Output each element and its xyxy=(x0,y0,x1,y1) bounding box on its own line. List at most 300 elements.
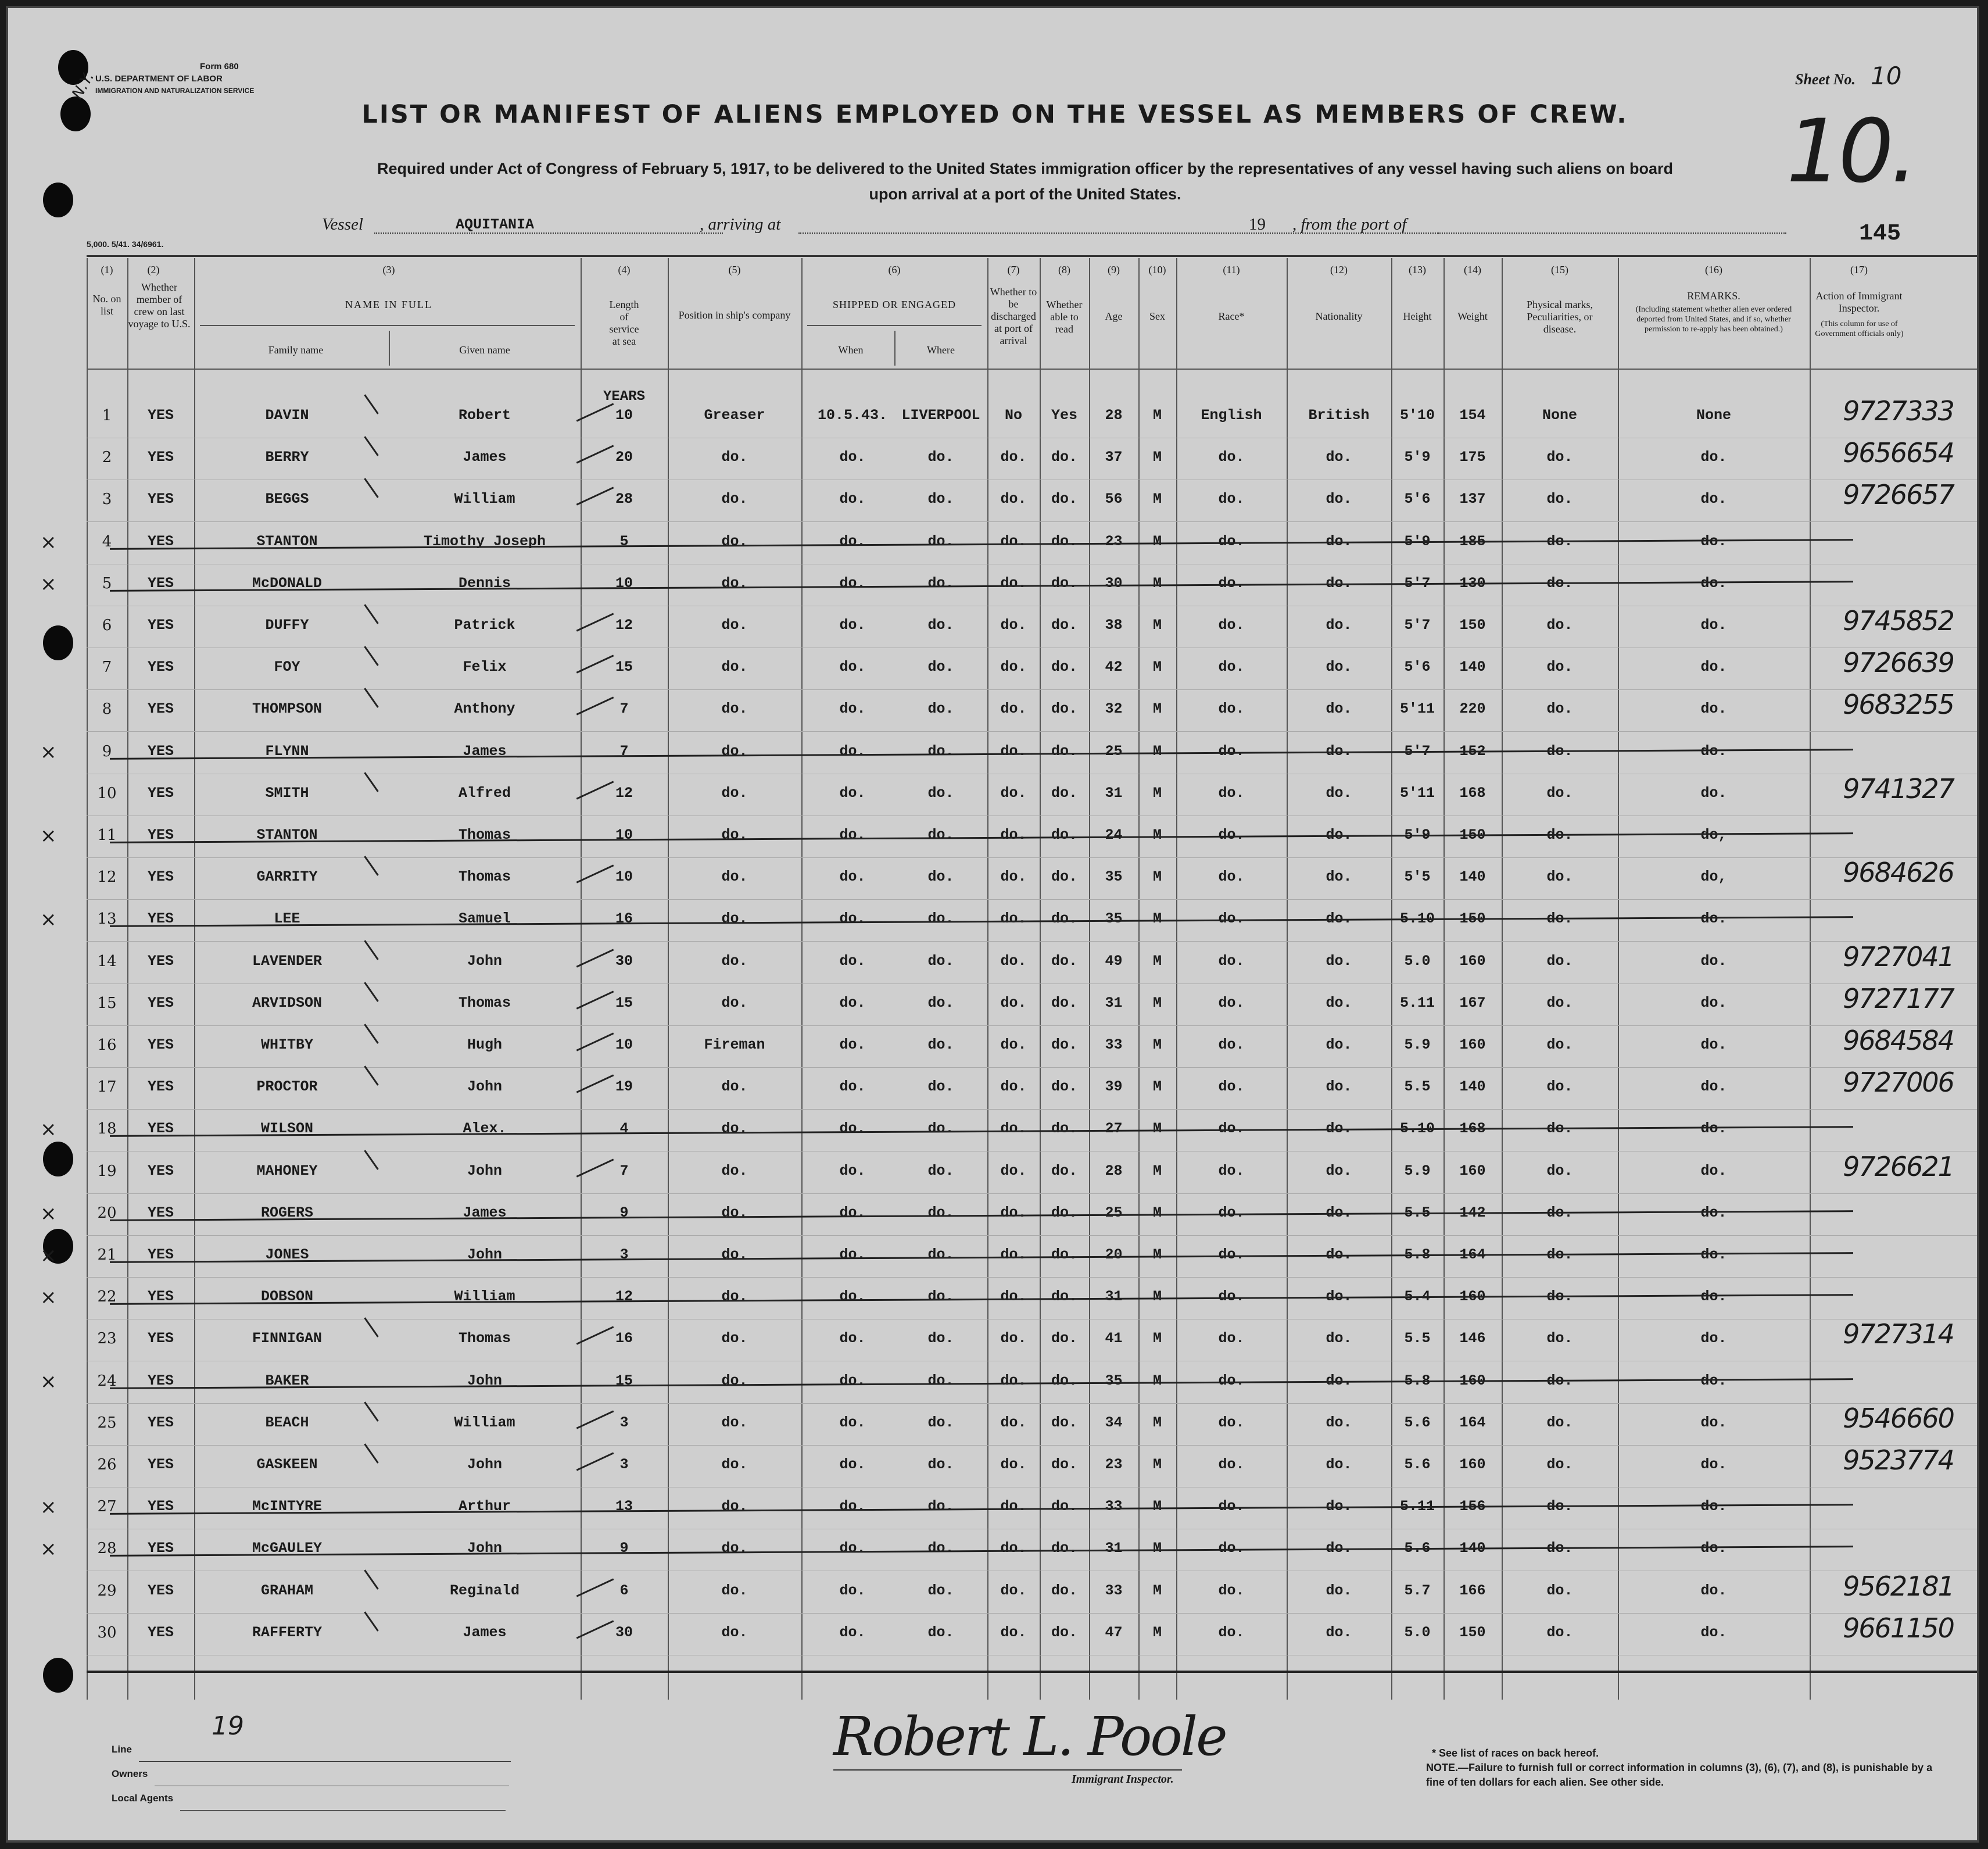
cell-race: do. xyxy=(1218,1288,1245,1306)
cell-inspector: 9683255 xyxy=(1843,689,1954,721)
header-col-12-num: (12) xyxy=(1330,264,1348,276)
cell-service: 9 xyxy=(619,1540,629,1557)
cell-read: do. xyxy=(1051,617,1077,634)
cell-when: do. xyxy=(839,868,866,886)
cell-discharged: do. xyxy=(1000,1498,1027,1515)
cell-read: do. xyxy=(1051,491,1077,508)
cell-nationality: British xyxy=(1308,407,1370,424)
cell-nationality: do. xyxy=(1326,491,1352,508)
cell-weight: 140 xyxy=(1459,659,1486,676)
table-row xyxy=(87,859,1979,900)
cell-inspector: 9684584 xyxy=(1843,1025,1954,1056)
cell-weight: 150 xyxy=(1459,1623,1486,1641)
cell-service: 7 xyxy=(619,742,629,760)
cell-weight: 142 xyxy=(1459,1204,1486,1221)
cell-where: do. xyxy=(927,1120,954,1138)
cell-crew: YES xyxy=(147,1204,174,1221)
cell-inspector: 9741327 xyxy=(1843,772,1954,804)
cell-race: do. xyxy=(1218,1582,1245,1599)
cell-discharged: do. xyxy=(1000,1540,1027,1557)
local-agents-label: Local Agents xyxy=(112,1793,174,1804)
cell-race: English xyxy=(1201,407,1262,424)
cell-family: GRAHAM xyxy=(260,1582,313,1599)
cell-position: do. xyxy=(721,1498,748,1515)
cell-weight: 137 xyxy=(1459,491,1486,508)
cell-service: 9 xyxy=(619,1204,629,1221)
cell-crew: YES xyxy=(147,407,174,424)
cell-remarks: do, xyxy=(1700,868,1727,886)
cell-position: do. xyxy=(721,1078,748,1096)
cell-no: 2 xyxy=(102,449,112,467)
cell-position: do. xyxy=(721,449,748,466)
cell-height: 5.6 xyxy=(1404,1414,1431,1431)
cell-nationality: do. xyxy=(1326,1582,1352,1599)
cell-service: 7 xyxy=(619,1162,629,1179)
cell-discharged: do. xyxy=(1000,1204,1027,1221)
cell-sex: M xyxy=(1152,1036,1162,1053)
header-col-12: Nationality xyxy=(1315,310,1363,322)
cell-position: do. xyxy=(721,700,748,718)
cell-service: 10 xyxy=(615,868,633,886)
cell-no: 28 xyxy=(97,1540,117,1558)
footer-fields xyxy=(112,1737,511,1811)
header-col-2-num: (2) xyxy=(147,264,160,276)
x-mark-icon: × xyxy=(40,1244,57,1267)
cell-family: GASKEEN xyxy=(256,1456,318,1473)
table-row xyxy=(40,734,1979,774)
cell-where: do. xyxy=(927,617,954,634)
cell-sex: M xyxy=(1152,1414,1162,1431)
cell-race: do. xyxy=(1218,784,1245,802)
cell-age: 41 xyxy=(1105,1330,1123,1347)
cell-age: 23 xyxy=(1105,532,1123,550)
cell-discharged: do. xyxy=(1000,1582,1027,1599)
cell-marks: do. xyxy=(1546,449,1573,466)
table-row xyxy=(40,1195,1979,1236)
cell-service: 15 xyxy=(615,659,633,676)
table-row xyxy=(87,607,1979,648)
cell-position: Greaser xyxy=(704,407,765,424)
cell-crew: YES xyxy=(147,994,174,1011)
cell-discharged: do. xyxy=(1000,449,1027,466)
race-note: * See list of races on back hereof. xyxy=(1432,1747,1599,1759)
cell-marks: do. xyxy=(1546,1246,1573,1263)
cell-age: 31 xyxy=(1105,994,1123,1011)
cell-sex: M xyxy=(1152,1456,1162,1473)
cell-where: do. xyxy=(927,1414,954,1431)
cell-no: 3 xyxy=(102,491,112,509)
arriving-label: , arriving at xyxy=(700,215,781,234)
cell-nationality: do. xyxy=(1326,1246,1352,1263)
cell-age: 35 xyxy=(1105,868,1123,886)
cell-family: FINNIGAN xyxy=(252,1330,323,1347)
cell-nationality: do. xyxy=(1326,659,1352,676)
header-col-6a: When xyxy=(838,344,864,356)
cell-sex: M xyxy=(1152,491,1162,508)
cell-race: do. xyxy=(1218,1456,1245,1473)
cell-remarks: do. xyxy=(1700,617,1727,634)
cell-read: do. xyxy=(1051,994,1077,1011)
cell-position: do. xyxy=(721,1120,748,1138)
cell-family: STANTON xyxy=(256,532,318,550)
cell-height: 5'7 xyxy=(1404,617,1431,634)
table-row xyxy=(87,982,1979,1026)
vessel-label: Vessel xyxy=(322,215,363,234)
cell-race: do. xyxy=(1218,1330,1245,1347)
cell-discharged: do. xyxy=(1000,491,1027,508)
cell-family: SMITH xyxy=(265,784,309,802)
cell-marks: do. xyxy=(1546,659,1573,676)
header-col-3b: Given name xyxy=(459,344,510,356)
header-col-1: No. on list xyxy=(92,293,121,317)
cell-read: do. xyxy=(1051,1623,1077,1641)
cell-marks: do. xyxy=(1546,532,1573,550)
cell-family: FOY xyxy=(274,659,300,676)
cell-remarks: do. xyxy=(1700,574,1727,592)
cell-crew: YES xyxy=(147,617,174,634)
header-col-4-num: (4) xyxy=(618,264,631,276)
cell-given: John xyxy=(467,1372,502,1389)
cell-crew: YES xyxy=(147,827,174,843)
cell-sex: M xyxy=(1152,1623,1162,1641)
cell-discharged: do. xyxy=(1000,1036,1027,1053)
table-row xyxy=(87,1402,1979,1446)
cell-service: 28 xyxy=(615,491,633,508)
header-col-11: Race* xyxy=(1218,310,1245,322)
cell-nationality: do. xyxy=(1326,1414,1352,1431)
cell-age: 23 xyxy=(1105,1456,1123,1473)
cell-service: 13 xyxy=(615,1498,633,1515)
cell-no: 24 xyxy=(97,1372,117,1390)
header-col-14: Weight xyxy=(1457,310,1488,322)
header-col-2: Whether member of crew on last voyage to U.S. xyxy=(128,281,191,330)
cell-nationality: do. xyxy=(1326,574,1352,592)
cell-position: do. xyxy=(721,617,748,634)
cell-given: William xyxy=(454,491,515,508)
cell-position: do. xyxy=(721,1372,748,1389)
cell-nationality: do. xyxy=(1326,700,1352,718)
header-col-15-num: (15) xyxy=(1551,264,1568,276)
table-row xyxy=(87,1318,1979,1361)
handwritten-count: 19 xyxy=(212,1711,244,1741)
cell-crew: YES xyxy=(147,1372,174,1389)
cell-no: 26 xyxy=(97,1456,117,1474)
cell-family: McINTYRE xyxy=(252,1498,323,1515)
header-col-8: Whether able to read xyxy=(1046,299,1083,335)
cell-crew: YES xyxy=(147,1414,174,1431)
cell-nationality: do. xyxy=(1326,532,1352,550)
from-port-label: , from the port of xyxy=(1292,215,1407,234)
cell-sex: M xyxy=(1152,1162,1162,1179)
cell-family: BAKER xyxy=(265,1372,309,1389)
cell-crew: YES xyxy=(147,532,174,550)
cell-given: James xyxy=(463,449,507,466)
cell-given: William xyxy=(454,1414,515,1431)
header-col-5: Position in ship's company xyxy=(678,309,791,321)
cell-sex: M xyxy=(1152,1246,1162,1263)
cell-marks: do. xyxy=(1546,1540,1573,1557)
cell-position: do. xyxy=(721,1414,748,1431)
cell-age: 25 xyxy=(1105,742,1123,760)
cell-inspector: 9727006 xyxy=(1843,1067,1954,1099)
print-code: 5,000. 5/41. 34/6961. xyxy=(87,239,164,249)
cell-marks: do. xyxy=(1546,827,1573,843)
header-col-13: Height xyxy=(1403,310,1432,322)
cell-weight: 168 xyxy=(1459,784,1486,802)
cell-nationality: do. xyxy=(1326,1036,1352,1053)
cell-weight: 160 xyxy=(1459,1456,1486,1473)
cell-remarks: None xyxy=(1696,407,1731,424)
cell-height: 5.6 xyxy=(1404,1456,1431,1473)
cell-marks: do. xyxy=(1546,742,1573,760)
cell-crew: YES xyxy=(147,1120,174,1138)
cell-marks: do. xyxy=(1546,1414,1573,1431)
cell-race: do. xyxy=(1218,1414,1245,1431)
cell-when: do. xyxy=(839,742,866,760)
owners-label: Owners xyxy=(112,1768,148,1779)
cell-height: 5.0 xyxy=(1404,952,1431,970)
cell-given: Arthur xyxy=(458,1498,511,1515)
cell-position: do. xyxy=(721,1582,748,1599)
cell-where: LIVERPOOL xyxy=(901,407,980,424)
cell-sex: M xyxy=(1152,1372,1162,1389)
cell-position: do. xyxy=(721,1540,748,1557)
cell-no: 19 xyxy=(97,1162,117,1180)
cell-family: JONES xyxy=(265,1246,309,1263)
cell-race: do. xyxy=(1218,532,1245,550)
cell-read: do. xyxy=(1051,868,1077,886)
cell-when: do. xyxy=(839,1162,866,1179)
cell-sex: M xyxy=(1152,659,1162,676)
cell-read: do. xyxy=(1051,1414,1077,1431)
cell-weight: 140 xyxy=(1459,868,1486,886)
cell-height: 5.10 xyxy=(1399,910,1435,928)
cell-where: do. xyxy=(927,659,954,676)
table-row xyxy=(40,1279,1979,1319)
cell-when: do. xyxy=(839,784,866,802)
cell-family: STANTON xyxy=(256,827,318,843)
cell-no: 23 xyxy=(97,1330,117,1348)
cell-nationality: do. xyxy=(1326,1120,1352,1138)
cell-marks: do. xyxy=(1546,617,1573,634)
cell-when: do. xyxy=(839,659,866,676)
cell-when: 10.5.43. xyxy=(817,407,888,424)
cell-crew: YES xyxy=(147,1036,174,1053)
cell-when: do. xyxy=(839,1120,866,1138)
cell-when: do. xyxy=(839,1372,866,1389)
cell-crew: YES xyxy=(147,700,174,718)
cell-height: 5.11 xyxy=(1399,1498,1435,1515)
cell-where: do. xyxy=(927,1456,954,1473)
punch-hole xyxy=(43,183,73,217)
cell-weight: 175 xyxy=(1459,449,1486,466)
cell-where: do. xyxy=(927,1288,954,1306)
subtitle-line-1: Required under Act of Congress of February 5, 1917, to be delivered to the United States immigration officer by the representatives of any vessel having such aliens on board xyxy=(377,160,1674,177)
cell-no: 16 xyxy=(97,1036,117,1054)
manifest-sheet xyxy=(6,6,1979,1843)
cell-inspector: 9661150 xyxy=(1843,1612,1954,1644)
cell-inspector: 9727177 xyxy=(1843,982,1954,1014)
cell-read: do. xyxy=(1051,1582,1077,1599)
cell-race: do. xyxy=(1218,952,1245,970)
cell-family: DAVIN xyxy=(265,407,309,424)
cell-no: 1 xyxy=(102,407,112,424)
cell-when: do. xyxy=(839,952,866,970)
cell-race: do. xyxy=(1218,700,1245,718)
cell-nationality: do. xyxy=(1326,1078,1352,1096)
cell-discharged: do. xyxy=(1000,742,1027,760)
cell-nationality: do. xyxy=(1326,449,1352,466)
cell-marks: do. xyxy=(1546,1204,1573,1221)
cell-marks: do. xyxy=(1546,1498,1573,1515)
cell-weight: 140 xyxy=(1459,1078,1486,1096)
inspector-signature: Robert L. Poole xyxy=(833,1705,1226,1768)
header-col-9: Age xyxy=(1105,310,1123,322)
cell-family: RAFFERTY xyxy=(252,1623,323,1641)
cell-crew: YES xyxy=(147,1623,174,1641)
cell-where: do. xyxy=(927,1582,954,1599)
cell-given: Dennis xyxy=(458,574,511,592)
cell-where: do. xyxy=(927,532,954,550)
cell-where: do. xyxy=(927,1162,954,1179)
cell-weight: 164 xyxy=(1459,1414,1486,1431)
cell-crew: YES xyxy=(147,910,174,928)
cell-sex: M xyxy=(1152,827,1162,843)
cell-position: do. xyxy=(721,742,748,760)
cell-sex: M xyxy=(1152,617,1162,634)
cell-read: do. xyxy=(1051,1246,1077,1263)
cell-no: 10 xyxy=(97,784,117,802)
cell-given: James xyxy=(463,1623,507,1641)
cell-marks: do. xyxy=(1546,1372,1573,1389)
cell-height: 5'9 xyxy=(1404,532,1431,550)
cell-service: 6 xyxy=(619,1582,629,1599)
cell-sex: M xyxy=(1152,574,1162,592)
cell-age: 33 xyxy=(1105,1036,1123,1053)
cell-read: do. xyxy=(1051,1036,1077,1053)
cell-family: DOBSON xyxy=(260,1288,313,1306)
x-mark-icon: × xyxy=(40,1496,57,1519)
cell-marks: do. xyxy=(1546,700,1573,718)
form-number: Form 680 xyxy=(200,62,239,71)
cell-marks: do. xyxy=(1546,1456,1573,1473)
cell-weight: 150 xyxy=(1459,827,1486,843)
cell-sex: M xyxy=(1152,1204,1162,1221)
table-row xyxy=(40,901,1979,942)
cell-height: 5'7 xyxy=(1404,574,1431,592)
cell-height: 5.10 xyxy=(1399,1120,1435,1138)
cell-marks: do. xyxy=(1546,952,1573,970)
cell-given: John xyxy=(467,1246,502,1263)
cell-discharged: do. xyxy=(1000,700,1027,718)
cell-race: do. xyxy=(1218,1036,1245,1053)
cell-read: do. xyxy=(1051,1162,1077,1179)
cell-family: THOMPSON xyxy=(252,700,323,718)
cell-position: do. xyxy=(721,1204,748,1221)
cell-when: do. xyxy=(839,827,866,843)
cell-read: do. xyxy=(1051,532,1077,550)
cell-race: do. xyxy=(1218,1623,1245,1641)
cell-remarks: do. xyxy=(1700,1456,1727,1473)
cell-given: Felix xyxy=(463,659,507,676)
cell-position: do. xyxy=(721,868,748,886)
cell-read: do. xyxy=(1051,1120,1077,1138)
table-row xyxy=(87,772,1979,816)
cell-remarks: do. xyxy=(1700,994,1727,1011)
header-col-5-num: (5) xyxy=(728,264,741,276)
cell-weight: 154 xyxy=(1459,407,1486,424)
cell-read: do. xyxy=(1051,742,1077,760)
cell-inspector: 9523774 xyxy=(1843,1444,1954,1476)
cell-read: do. xyxy=(1051,449,1077,466)
cell-height: 5'9 xyxy=(1404,827,1431,843)
cell-race: do. xyxy=(1218,1246,1245,1263)
cell-when: do. xyxy=(839,910,866,928)
cell-race: do. xyxy=(1218,449,1245,466)
cell-family: WILSON xyxy=(260,1120,313,1138)
table-row xyxy=(87,1027,1979,1068)
cell-weight: 160 xyxy=(1459,1036,1486,1053)
cell-inspector: 9727041 xyxy=(1843,940,1954,972)
cell-service: 3 xyxy=(619,1246,629,1263)
cell-discharged: do. xyxy=(1000,574,1027,592)
cell-remarks: do. xyxy=(1700,784,1727,802)
cell-no: 25 xyxy=(97,1414,117,1432)
cell-no: 6 xyxy=(102,617,112,634)
cell-age: 20 xyxy=(1105,1246,1123,1263)
cell-discharged: do. xyxy=(1000,1372,1027,1389)
cell-service: 7 xyxy=(619,700,629,718)
cell-height: 5'10 xyxy=(1399,407,1435,424)
cell-where: do. xyxy=(927,1330,954,1347)
cell-when: do. xyxy=(839,449,866,466)
cell-nationality: do. xyxy=(1326,1162,1352,1179)
x-mark-icon: × xyxy=(40,1537,57,1561)
cell-given: James xyxy=(463,1204,507,1221)
cell-position: do. xyxy=(721,784,748,802)
table-row xyxy=(87,940,1979,984)
x-mark-icon: × xyxy=(40,740,57,764)
cell-discharged: do. xyxy=(1000,659,1027,676)
cell-sex: M xyxy=(1152,407,1162,424)
cell-discharged: do. xyxy=(1000,1623,1027,1641)
cell-when: do. xyxy=(839,1246,866,1263)
cell-race: do. xyxy=(1218,994,1245,1011)
cell-where: do. xyxy=(927,1498,954,1515)
cell-family: BEACH xyxy=(265,1414,309,1431)
cell-when: do. xyxy=(839,532,866,550)
vessel-line xyxy=(322,215,1786,238)
cell-inspector: 9726657 xyxy=(1843,479,1954,511)
cell-remarks: do. xyxy=(1700,449,1727,466)
cell-crew: YES xyxy=(147,491,174,508)
cell-age: 28 xyxy=(1105,407,1123,424)
cell-where: do. xyxy=(927,784,954,802)
cell-no: 11 xyxy=(97,827,117,844)
cell-marks: do. xyxy=(1546,491,1573,508)
cell-discharged: do. xyxy=(1000,532,1027,550)
cell-discharged: do. xyxy=(1000,784,1027,802)
cell-when: do. xyxy=(839,1204,866,1221)
cell-remarks: do. xyxy=(1700,910,1727,928)
cell-nationality: do. xyxy=(1326,994,1352,1011)
cell-age: 31 xyxy=(1105,784,1123,802)
header-col-9-num: (9) xyxy=(1108,264,1120,276)
cell-inspector: 9546660 xyxy=(1843,1402,1954,1434)
cell-age: 33 xyxy=(1105,1582,1123,1599)
page-title: LIST OR MANIFEST OF ALIENS EMPLOYED ON THE VESSEL AS MEMBERS OF CREW. xyxy=(361,100,1628,129)
cell-given: Thomas xyxy=(458,994,511,1011)
